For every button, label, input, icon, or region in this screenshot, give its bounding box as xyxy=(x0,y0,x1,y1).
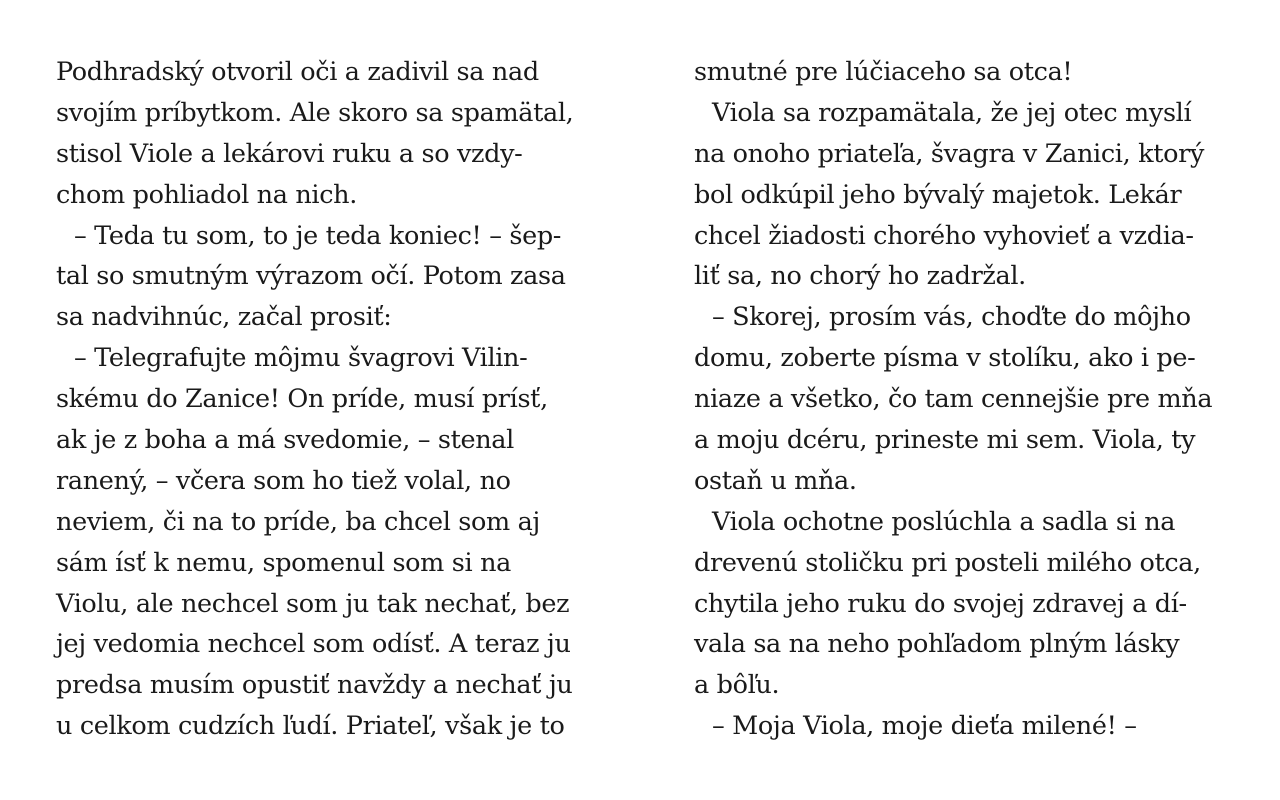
text-line: skému do Zanice! On príde, musí prísť, xyxy=(56,384,548,415)
text-line: predsa musím opustiť navždy a nechať ju xyxy=(56,670,573,701)
text-line: Viola ochotne poslúchla a sadla si na xyxy=(712,506,1176,537)
text-line: tal so smutným výrazom očí. Potom zasa xyxy=(56,261,566,292)
text-line: – Skorej, prosím vás, choďte do môjho xyxy=(712,302,1191,333)
text-line: Violu, ale nechcel som ju tak nechať, bez xyxy=(56,588,570,619)
right-page-column xyxy=(694,52,1234,747)
text-line: – Teda tu som, to je teda koniec! – šep- xyxy=(74,220,562,251)
text-line: Podhradský otvoril oči a zadivil sa nad xyxy=(56,57,539,87)
text-line: bol odkúpil jeho bývalý majetok. Lekár xyxy=(694,179,1182,210)
text-line: svojím príbytkom. Ale skoro sa spamätal, xyxy=(56,97,574,128)
text-line: jej vedomia nechcel som odísť. A teraz ju xyxy=(56,629,571,660)
text-line: chytila jeho ruku do svojej zdravej a dí- xyxy=(694,588,1187,619)
text-line: – Telegrafujte môjmu švagrovi Vilin- xyxy=(74,343,528,374)
text-line: ak je z boha a má svedomie, – stenal xyxy=(56,425,514,456)
text-line: drevenú stoličku pri posteli milého otca, xyxy=(694,547,1201,578)
text-line: ranený, – včera som ho tiež volal, no xyxy=(56,465,511,496)
text-line: liť sa, no chorý ho zadržal. xyxy=(694,261,1026,292)
left-page-column xyxy=(56,52,596,747)
text-line: domu, zoberte písma v stolíku, ako i pe- xyxy=(694,343,1196,374)
text-line: na onoho priateľa, švagra v Zanici, ktorý xyxy=(694,138,1204,169)
text-line: sám ísť k nemu, spomenul som si na xyxy=(56,547,511,578)
text-line: chom pohliadol na nich. xyxy=(56,179,357,210)
text-line: ostaň u mňa. xyxy=(694,465,857,496)
text-line: a bôľu. xyxy=(694,670,780,701)
text-line: stisol Viole a lekárovi ruku a so vzdy- xyxy=(56,138,523,169)
text-line: – Moja Viola, moje dieťa milené! – xyxy=(712,711,1137,742)
text-line: smutné pre lúčiaceho sa otca! xyxy=(694,57,1073,87)
text-line: a moju dcéru, prineste mi sem. Viola, ty xyxy=(694,425,1196,456)
text-line: u celkom cudzích ľudí. Priateľ, však je to xyxy=(56,711,565,742)
text-line: vala sa na neho pohľadom plným lásky xyxy=(694,629,1180,660)
text-line: sa nadvihnúc, začal prosiť: xyxy=(56,302,392,333)
text-line: neviem, či na to príde, ba chcel som aj xyxy=(56,506,540,537)
text-line: Viola sa rozpamätala, že jej otec myslí xyxy=(712,97,1192,128)
text-line: niaze a všetko, čo tam cennejšie pre mňa xyxy=(694,384,1213,415)
text-line: chcel žiadosti chorého vyhovieť a vzdia- xyxy=(694,220,1194,251)
